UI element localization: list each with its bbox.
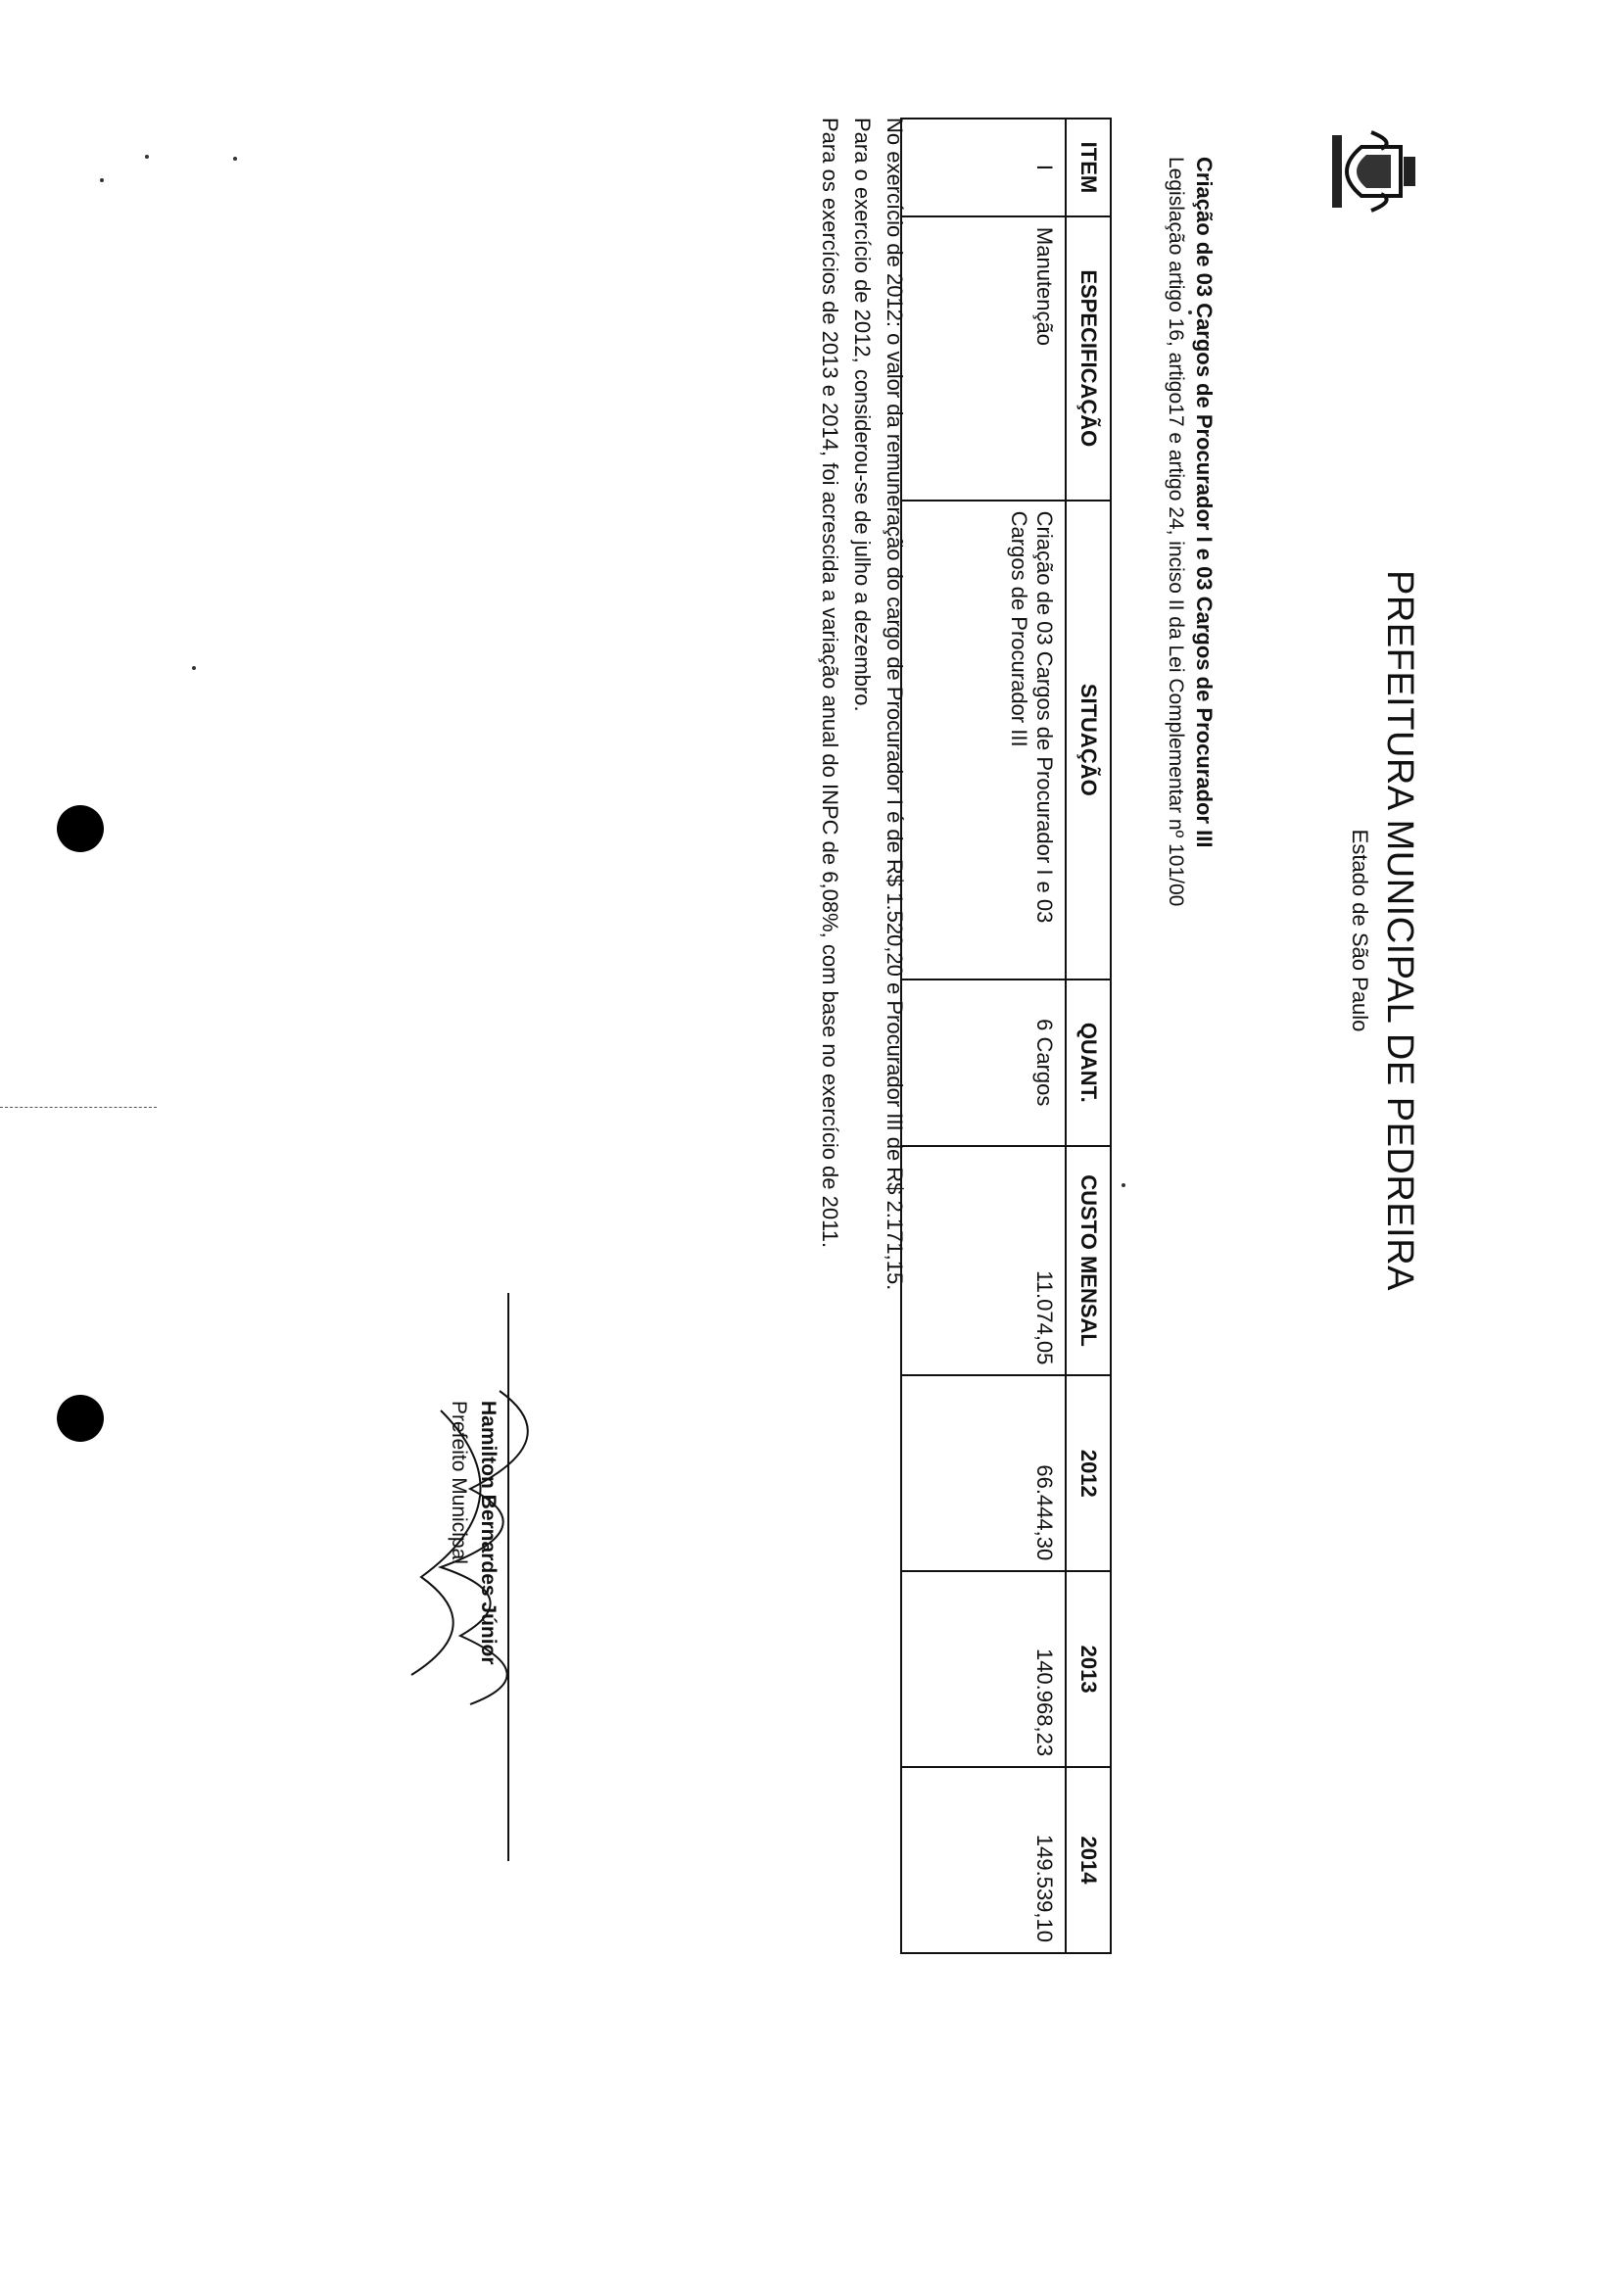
state-name: Estado de São Paulo [1348,829,1372,1032]
header-2012: 2012 [1066,1375,1111,1571]
municipal-crest-icon [1322,127,1420,215]
cost-table [900,118,1112,1954]
cell-situation: Criação de 03 Cargos de Procurador I e 03 Cargos de Procurador III [901,501,1066,980]
header-item: ITEM [1066,119,1111,216]
header-spec: ESPECIFICAÇÃO [1066,216,1111,501]
cell-spec: Manutenção [901,216,1066,501]
cell-quantity: 6 Cargos [901,980,1066,1146]
notes-block [814,118,911,1290]
signature-line [507,1293,509,1861]
header-monthly-cost: CUSTO MENSAL [1066,1146,1111,1376]
municipality-name: PREFEITURA MUNICIPAL DE PEDREIRA [1379,569,1420,1291]
header-2013: 2013 [1066,1571,1111,1767]
cell-monthly-cost: 11.074,05 [901,1146,1066,1376]
signatory-role: Prefeito Municipal [448,1401,470,1564]
header-situation: SITUAÇÃO [1066,501,1111,980]
note-line: Para os exercícios de 2013 e 2014, foi acrescida a variação anual do INPC de 6,08%, com base no exercício de 2011. [818,118,842,1249]
document-page [69,108,1440,2263]
cell-2014: 149.539,10 [901,1767,1066,1953]
document-title: Criação de 03 Cargos de Procurador I e 03 Cargos de Procurador III [1192,157,1217,848]
legislation-reference: Legislação artigo 16, artigo17 e artigo 24, inciso II da Lei Complementar nº 101/00 [1165,157,1187,907]
signatory-name: Hamilton Bernardes Júnior [477,1401,500,1665]
table-header-row [1066,119,1111,1953]
header-quantity: QUANT. [1066,980,1111,1146]
note-line: No exercício de 2012: o valor da remuneração do cargo de Procurador I é de R$ 1.520,20 e Procurador III de R$ 2.171,15. [883,118,907,1291]
note-line: Para o exercício de 2012, considerou-se de julho a dezembro. [850,118,875,712]
cell-2012: 66.444,30 [901,1375,1066,1571]
cell-2013: 140.968,23 [901,1571,1066,1767]
cell-item: I [901,119,1066,216]
page-header [1347,441,1420,1420]
header-2014: 2014 [1066,1767,1111,1953]
table-row [901,119,1066,1953]
